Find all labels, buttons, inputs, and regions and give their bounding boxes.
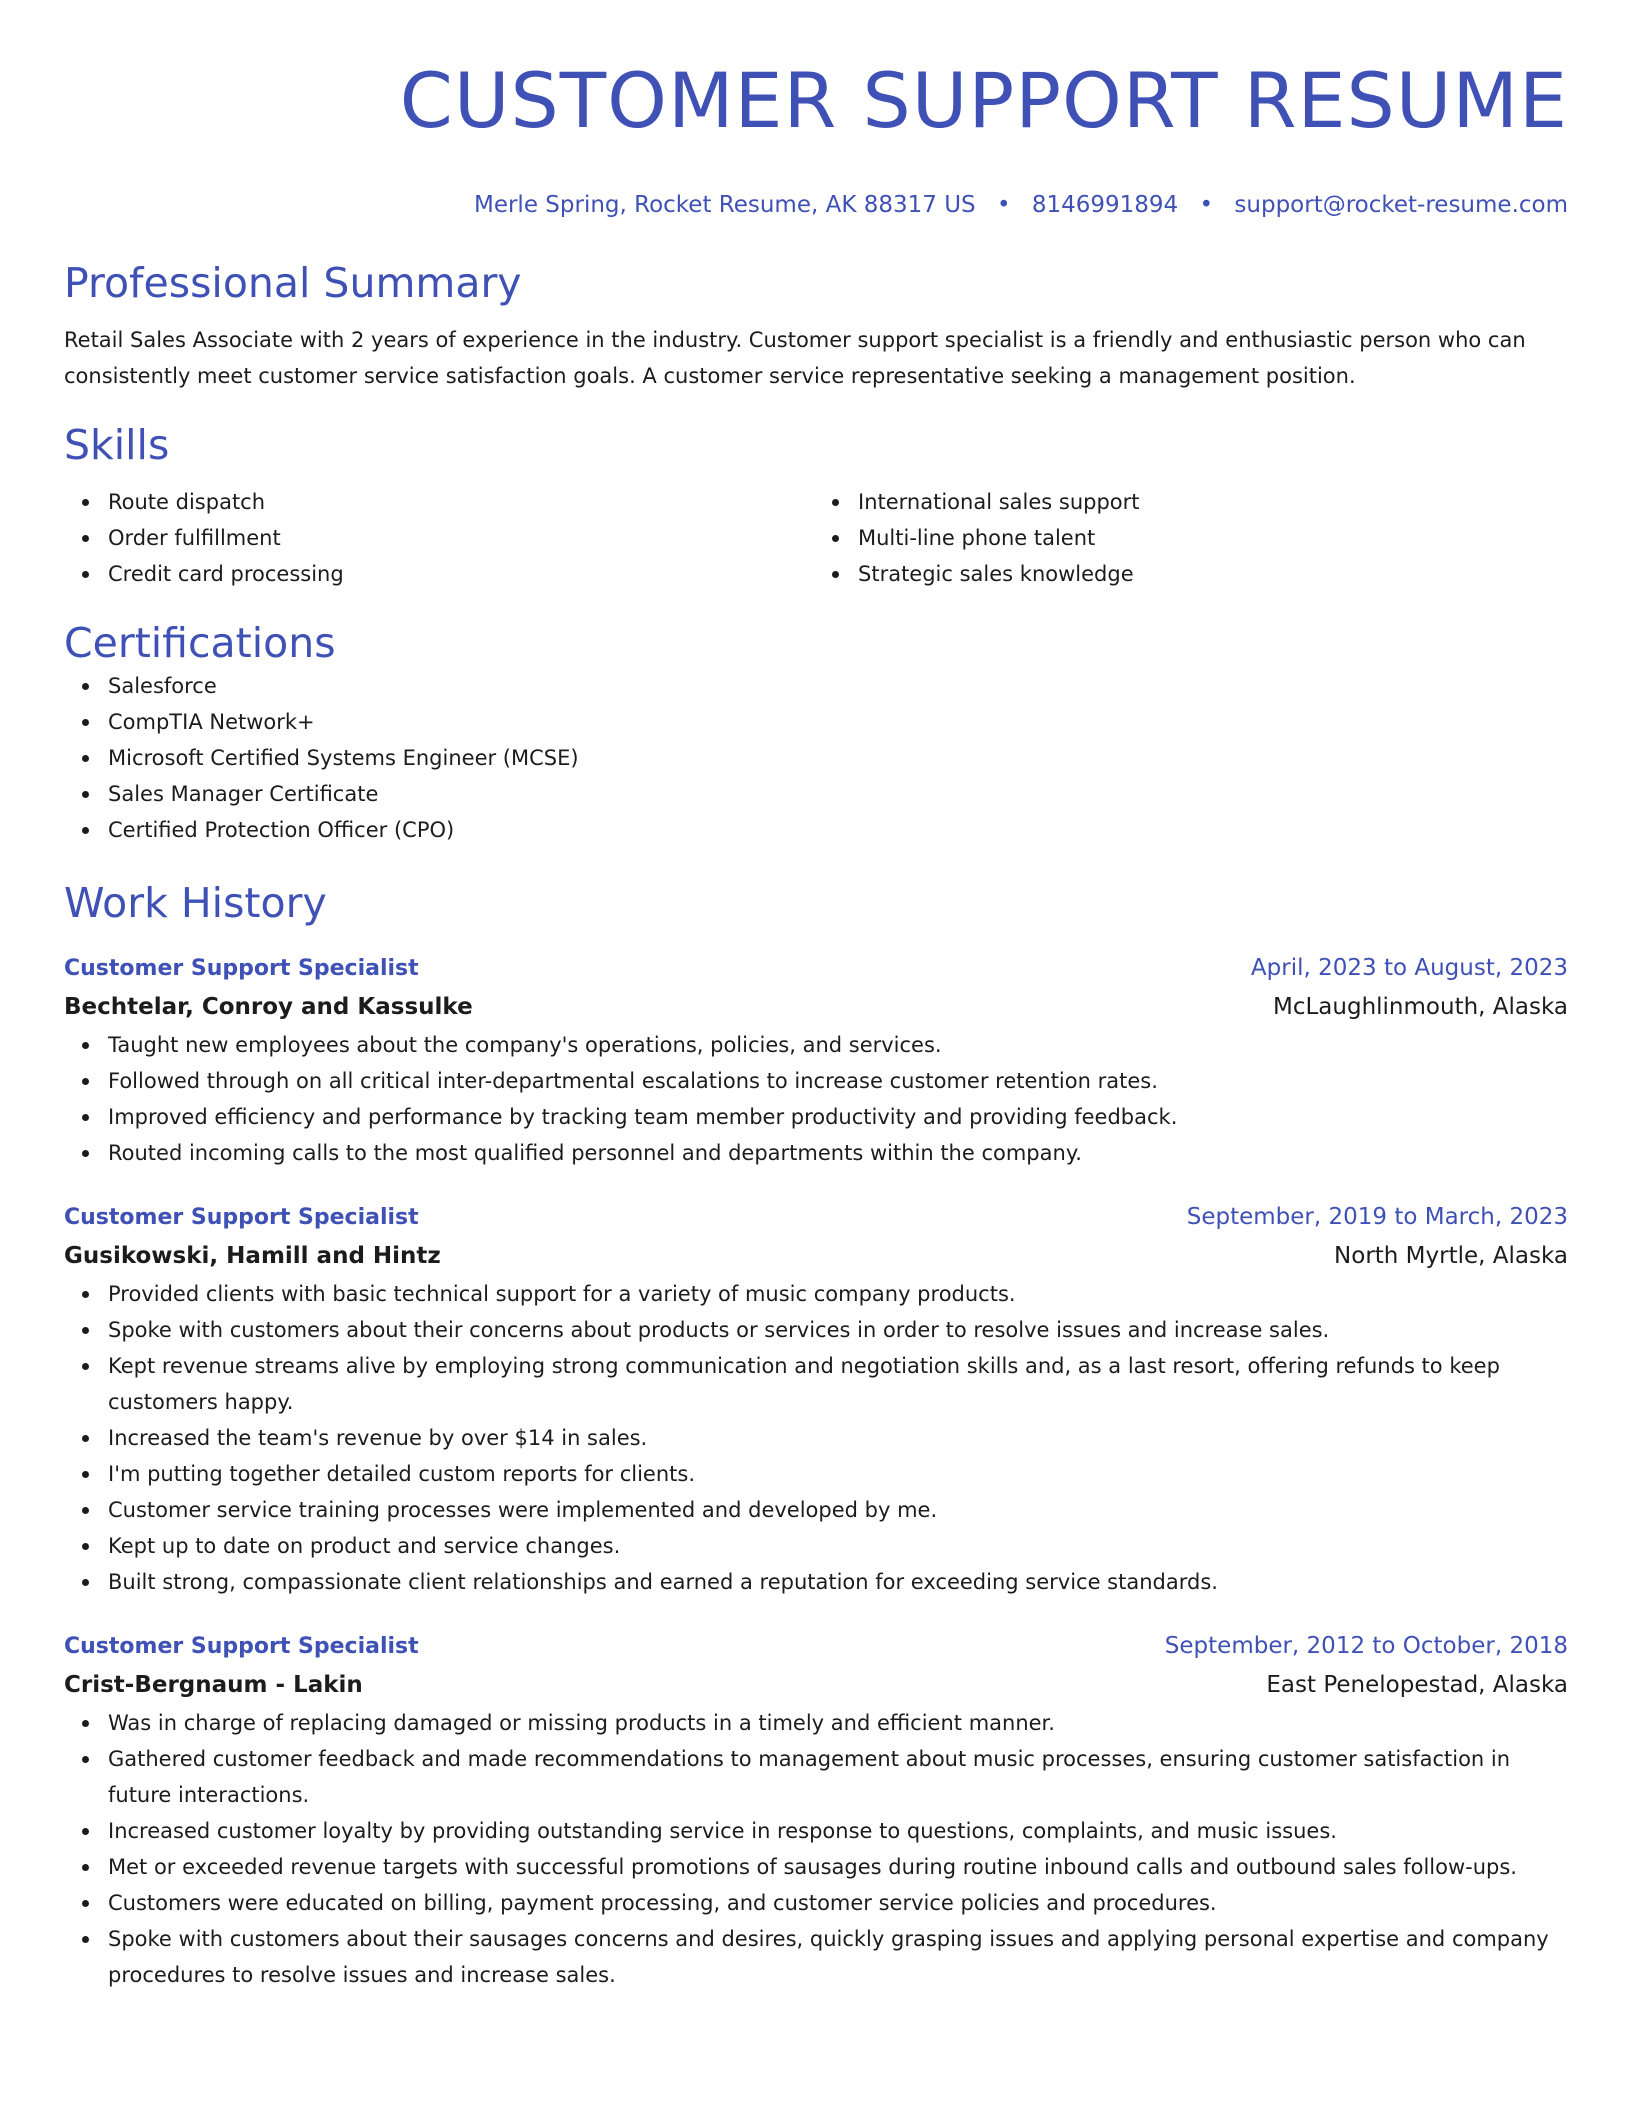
contact-line (64, 190, 1568, 220)
job-header-row (64, 950, 1568, 987)
certification-item: Certified Protection Officer (CPO) (108, 812, 1568, 848)
job-bullet: Routed incoming calls to the most qualified personnel and departments within the company. (108, 1135, 1568, 1171)
job-bullet: Kept up to date on product and service changes. (108, 1528, 1568, 1564)
job-bullet: Customer service training processes were implemented and developed by me. (108, 1492, 1568, 1528)
job-company: Gusikowski, Hamill and Hintz (64, 1243, 441, 1269)
job-bullet: Provided clients with basic technical support for a variety of music company products. (108, 1276, 1568, 1312)
resume-header (64, 0, 1568, 220)
contact-separator: • (996, 192, 1011, 218)
job-dates: September, 2012 to October, 2018 (1164, 1633, 1568, 1659)
certifications-heading: Certifications (64, 619, 336, 667)
job-bullet: Spoke with customers about their concerns about products or services in order to resolve issues and increase sales. (108, 1312, 1568, 1348)
job-title: Customer Support Specialist (64, 956, 419, 981)
job-dates: April, 2023 to August, 2023 (1250, 955, 1568, 981)
certifications-section (64, 618, 1568, 848)
job-bullets (64, 1705, 1568, 1993)
skill-item: Strategic sales knowledge (858, 556, 1568, 592)
job-company: Crist-Bergnaum - Lakin (64, 1672, 363, 1698)
skill-item: Credit card processing (108, 556, 816, 592)
certification-item: Salesforce (108, 668, 1568, 704)
job-bullet: Increased the team's revenue by over $14 in sales. (108, 1420, 1568, 1456)
certification-item: CompTIA Network+ (108, 704, 1568, 740)
job-bullet: Customers were educated on billing, payment processing, and customer service policies and procedures. (108, 1885, 1568, 1921)
work-history-section (64, 878, 1568, 1993)
skill-item: Route dispatch (108, 484, 816, 520)
job-location: North Myrtle, Alaska (1334, 1243, 1568, 1269)
job-bullets (64, 1027, 1568, 1171)
job-bullet: Built strong, compassionate client relationships and earned a reputation for exceeding service standards. (108, 1564, 1568, 1600)
job-bullet: Met or exceeded revenue targets with successful promotions of sausages during routine inbound calls and outbound sales follow-ups. (108, 1849, 1568, 1885)
contact-separator: • (1199, 192, 1214, 218)
skill-item: Multi-line phone talent (858, 520, 1568, 556)
job-dates: September, 2019 to March, 2023 (1186, 1204, 1568, 1230)
job-bullet: Followed through on all critical inter-departmental escalations to increase customer retention rates. (108, 1063, 1568, 1099)
job-bullets (64, 1276, 1568, 1600)
skills-section (64, 420, 1568, 592)
job-bullet: Increased customer loyalty by providing outstanding service in response to questions, complaints, and music issues. (108, 1813, 1568, 1849)
job-bullet: Gathered customer feedback and made recommendations to management about music processes, ensuring customer satisfaction in future interactions. (108, 1741, 1568, 1813)
skill-item: International sales support (858, 484, 1568, 520)
skills-column-left (64, 484, 816, 592)
summary-heading: Professional Summary (64, 259, 522, 307)
summary-section (64, 258, 1568, 394)
job-entry (64, 1199, 1568, 1600)
work-history-heading: Work History (64, 879, 327, 927)
job-header-row (64, 1628, 1568, 1665)
contact-address: Merle Spring, Rocket Resume, AK 88317 US (473, 192, 976, 218)
job-location: McLaughlinmouth, Alaska (1273, 994, 1568, 1020)
skills-heading: Skills (64, 421, 170, 469)
certification-item: Sales Manager Certificate (108, 776, 1568, 812)
job-bullet: Kept revenue streams alive by employing strong communication and negotiation skills and, as a last resort, offering refunds to keep customers happy. (108, 1348, 1568, 1420)
resume-title: CUSTOMER SUPPORT RESUME (399, 56, 1568, 145)
job-company-row (64, 1665, 1568, 1705)
job-bullet: Was in charge of replacing damaged or missing products in a timely and efficient manner. (108, 1705, 1568, 1741)
job-company: Bechtelar, Conroy and Kassulke (64, 994, 473, 1020)
certification-item: Microsoft Certified Systems Engineer (MCSE) (108, 740, 1568, 776)
job-company-row (64, 1236, 1568, 1276)
job-location: East Penelopestad, Alaska (1266, 1672, 1568, 1698)
job-entry (64, 950, 1568, 1171)
job-bullet: Taught new employees about the company's operations, policies, and services. (108, 1027, 1568, 1063)
job-title: Customer Support Specialist (64, 1205, 419, 1230)
job-company-row (64, 987, 1568, 1027)
skill-item: Order fulfillment (108, 520, 816, 556)
job-bullet: Spoke with customers about their sausages concerns and desires, quickly grasping issues and applying personal expertise and company procedures to resolve issues and increase sales. (108, 1921, 1568, 1993)
contact-email[interactable]: support@rocket-resume.com (1234, 192, 1568, 218)
skills-column-right (816, 484, 1568, 592)
contact-phone[interactable]: 8146991894 (1031, 192, 1179, 218)
certifications-list (64, 668, 1568, 848)
skills-grid (64, 484, 1568, 592)
job-entry (64, 1628, 1568, 1993)
summary-text: Retail Sales Associate with 2 years of experience in the industry. Customer support specialist is a friendly and enthusiastic person who can consistently meet customer service satisfaction goals. A customer service representative seeking a management position. (64, 328, 1526, 388)
job-header-row (64, 1199, 1568, 1236)
job-bullet: Improved efficiency and performance by tracking team member productivity and providing feedback. (108, 1099, 1568, 1135)
job-title: Customer Support Specialist (64, 1634, 419, 1659)
job-bullet: I'm putting together detailed custom reports for clients. (108, 1456, 1568, 1492)
